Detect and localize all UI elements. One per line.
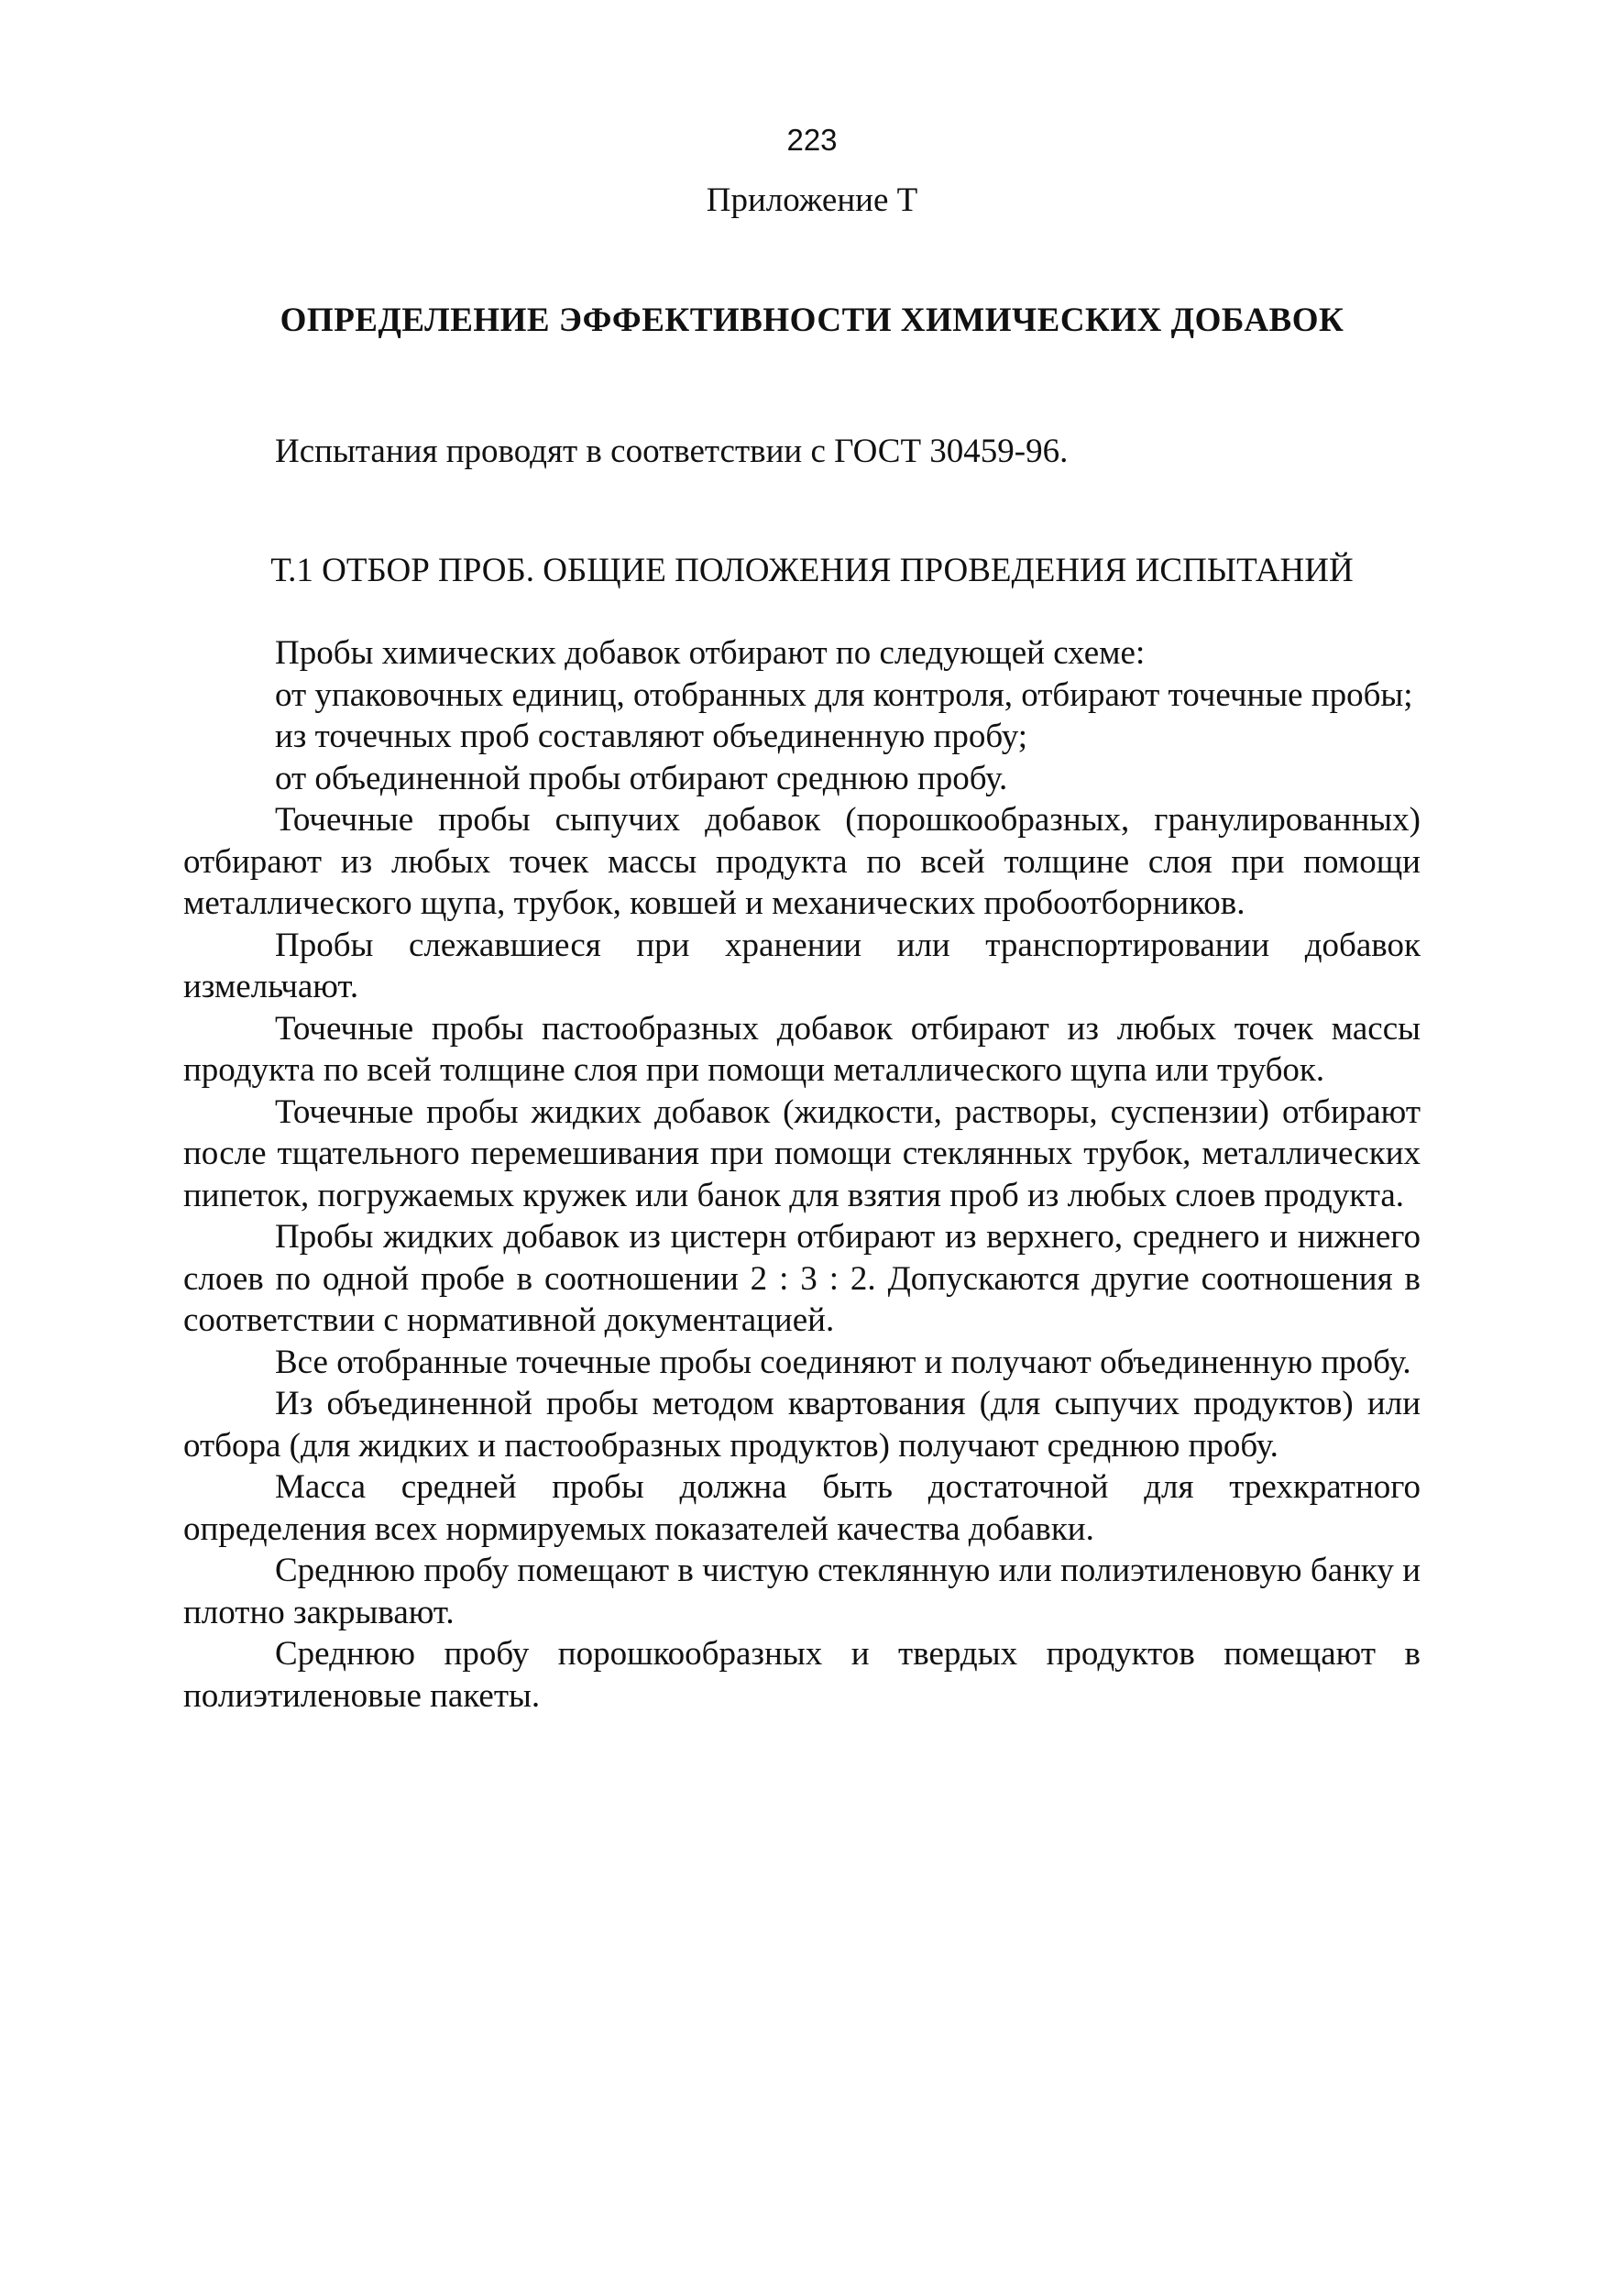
paragraph: Точечные пробы пастообразных добавок отбирают из любых точек массы продукта по всей толщине слоя при помощи металлического щупа или трубок. — [183, 1009, 1421, 1089]
paragraph: Масса средней пробы должна быть достаточной для трехкратного определения всех нормируемых показателей качества добавки. — [183, 1468, 1421, 1548]
paragraph: от упаковочных единиц, отобранных для контроля, отбирают точечные пробы; — [275, 675, 1413, 714]
paragraph: Точечные пробы сыпучих добавок (порошкообразных, гранулированных) отбирают из любых точек массы продукта по всей толщине слоя при помощи металлического щупа, трубок, ковшей и механических пробоотборников. — [183, 801, 1421, 922]
paragraph: Среднюю пробу порошкообразных и твердых продуктов помещают в полиэтиленовые пакеты. — [183, 1635, 1421, 1715]
paragraph: из точечных проб составляют объединенную пробу; — [275, 718, 1028, 755]
intro-text: Испытания проводят в соответствии с ГОСТ 30459-96. — [275, 433, 1069, 470]
paragraph: Точечные пробы жидких добавок (жидкости, растворы, суспензии) отбирают после тщательного перемешивания при помощи стеклянных трубок, металлических пипеток, погружаемых кружек или банок для взятия проб из любых слоев продукта. — [183, 1092, 1421, 1214]
appendix-label: Приложение Т — [706, 181, 918, 219]
paragraph: Все отобранные точечные пробы соединяют и получают объединенную пробу. — [275, 1343, 1411, 1381]
page-number: 223 — [786, 123, 838, 157]
paragraph: Среднюю пробу помещают в чистую стеклянную или полиэтиленовую банку и плотно закрывают. — [183, 1552, 1421, 1631]
paragraph: Из объединенной пробы методом квартования (для сыпучих продуктов) или отбора (для жидких и пастообразных продуктов) получают среднюю пробу. — [183, 1385, 1421, 1465]
page-title: ОПРЕДЕЛЕНИЕ ЭФФЕКТИВНОСТИ ХИМИЧЕСКИХ ДОБАВОК — [280, 302, 1344, 339]
paragraph: Пробы слежавшиеся при хранении или транспортировании добавок измельчают. — [183, 926, 1421, 1005]
paragraph: от объединенной пробы отбирают среднюю пробу. — [275, 759, 1008, 797]
paragraph: Пробы жидких добавок из цистерн отбирают из верхнего, среднего и нижнего слоев по одной пробе в соотношении 2 : 3 : 2. Допускаются другие соотношения в соответствии с нормативной документацией. — [183, 1218, 1421, 1339]
section-heading: Т.1 ОТБОР ПРОБ. ОБЩИЕ ПОЛОЖЕНИЯ ПРОВЕДЕНИЯ ИСПЫТАНИЙ — [270, 552, 1354, 589]
paragraph: Пробы химических добавок отбирают по следующей схеме: — [275, 634, 1146, 672]
body-text — [183, 632, 1421, 1717]
